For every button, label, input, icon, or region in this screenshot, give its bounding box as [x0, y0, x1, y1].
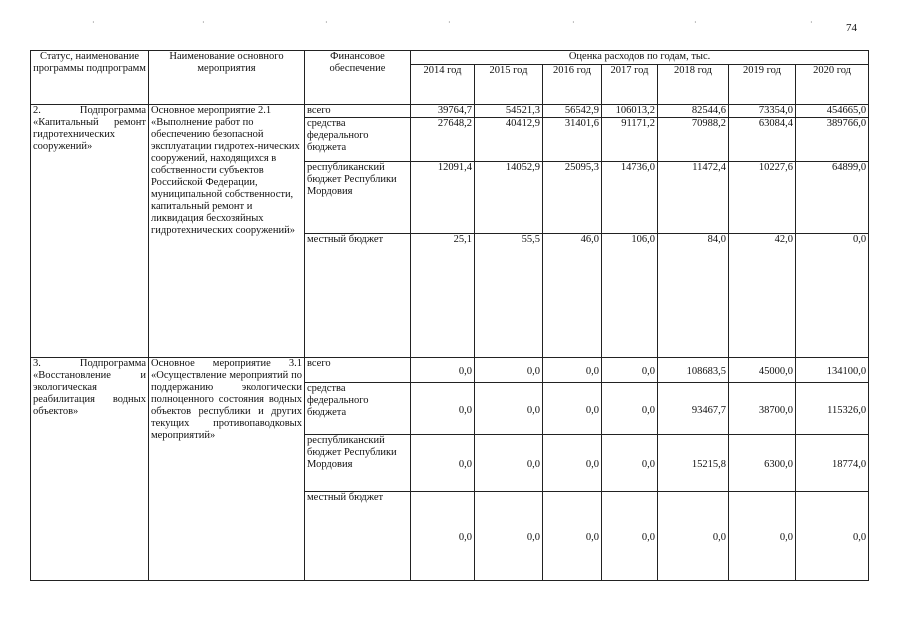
activity-name: Основное мероприятие 3.1 «Осуществление мероприятий по поддержанию экологически полноценного состояния водных объектов республики и других текущих противопаводковых мероприятий»	[149, 358, 305, 581]
value-cell: 0,0	[602, 383, 658, 435]
value-cell: 0,0	[411, 358, 475, 383]
value-cell: 0,0	[602, 358, 658, 383]
value-cell: 0,0	[475, 358, 543, 383]
value-cell: 0,0	[411, 383, 475, 435]
year-header: 2018 год	[658, 65, 729, 105]
value-cell: 82544,6	[658, 105, 729, 118]
value-cell: 42,0	[729, 234, 796, 358]
value-cell: 106013,2	[602, 105, 658, 118]
value-cell: 18774,0	[796, 435, 869, 492]
year-header: 2017 год	[602, 65, 658, 105]
value-cell: 10227,6	[729, 162, 796, 234]
value-cell: 389766,0	[796, 118, 869, 162]
value-cell: 14052,9	[475, 162, 543, 234]
finance-source: местный бюджет	[305, 492, 411, 581]
value-cell: 0,0	[796, 234, 869, 358]
header-activity: Наименование основного мероприятия	[149, 51, 305, 105]
year-header: 2015 год	[475, 65, 543, 105]
value-cell: 134100,0	[796, 358, 869, 383]
value-cell: 55,5	[475, 234, 543, 358]
value-cell: 63084,4	[729, 118, 796, 162]
value-cell: 93467,7	[658, 383, 729, 435]
value-cell: 0,0	[543, 492, 602, 581]
subprogram-status: 2. Подпрограмма «Капитальный ремонт гидротехнических сооружений»	[31, 105, 149, 358]
year-header: 2014 год	[411, 65, 475, 105]
value-cell: 56542,9	[543, 105, 602, 118]
value-cell: 15215,8	[658, 435, 729, 492]
activity-name: Основное мероприятие 2.1 «Выполнение работ по обеспечению безопасной эксплуатации гидротех-нических сооружений, находящихся в собственности субъектов Российской Федерации, муниципальной собственности, капитальный ремонт и ликвидация бесхозяйных гидротехнических сооружений»	[149, 105, 305, 358]
finance-source: местный бюджет	[305, 234, 411, 358]
value-cell: 14736,0	[602, 162, 658, 234]
finance-source: средства федерального бюджета	[305, 383, 411, 435]
finance-source: всего	[305, 105, 411, 118]
value-cell: 12091,4	[411, 162, 475, 234]
value-cell: 108683,5	[658, 358, 729, 383]
value-cell: 27648,2	[411, 118, 475, 162]
value-cell: 0,0	[543, 383, 602, 435]
scan-artifacts: · · · · · · ·	[92, 18, 813, 27]
value-cell: 39764,7	[411, 105, 475, 118]
page-number: 74	[846, 22, 857, 34]
value-cell: 0,0	[475, 492, 543, 581]
value-cell: 46,0	[543, 234, 602, 358]
value-cell: 70988,2	[658, 118, 729, 162]
year-header: 2019 год	[729, 65, 796, 105]
header-estimate: Оценка расходов по годам, тыс.	[411, 51, 869, 65]
value-cell: 73354,0	[729, 105, 796, 118]
budget-table	[30, 50, 869, 581]
value-cell: 0,0	[602, 492, 658, 581]
value-cell: 0,0	[475, 435, 543, 492]
finance-source: всего	[305, 358, 411, 383]
finance-source: средства федерального бюджета	[305, 118, 411, 162]
value-cell: 40412,9	[475, 118, 543, 162]
value-cell: 0,0	[411, 492, 475, 581]
value-cell: 91171,2	[602, 118, 658, 162]
value-cell: 0,0	[543, 435, 602, 492]
value-cell: 25,1	[411, 234, 475, 358]
value-cell: 11472,4	[658, 162, 729, 234]
value-cell: 0,0	[602, 435, 658, 492]
value-cell: 115326,0	[796, 383, 869, 435]
table-row	[31, 105, 869, 118]
value-cell: 0,0	[658, 492, 729, 581]
value-cell: 25095,3	[543, 162, 602, 234]
year-header: 2016 год	[543, 65, 602, 105]
value-cell: 106,0	[602, 234, 658, 358]
value-cell: 38700,0	[729, 383, 796, 435]
value-cell: 6300,0	[729, 435, 796, 492]
header-finance: Финансовое обеспечение	[305, 51, 411, 105]
value-cell: 54521,3	[475, 105, 543, 118]
value-cell: 0,0	[729, 492, 796, 581]
value-cell: 31401,6	[543, 118, 602, 162]
table-row	[31, 358, 869, 383]
value-cell: 0,0	[411, 435, 475, 492]
value-cell: 64899,0	[796, 162, 869, 234]
finance-source: республиканский бюджет Республики Мордовия	[305, 435, 411, 492]
year-header: 2020 год	[796, 65, 869, 105]
value-cell: 0,0	[796, 492, 869, 581]
finance-source: республиканский бюджет Республики Мордовия	[305, 162, 411, 234]
value-cell: 84,0	[658, 234, 729, 358]
value-cell: 454665,0	[796, 105, 869, 118]
value-cell: 45000,0	[729, 358, 796, 383]
value-cell: 0,0	[475, 383, 543, 435]
subprogram-status: 3. Подпрограмма «Восстановление и экологическая реабилитация водных объектов»	[31, 358, 149, 581]
header-status: Статус, наименование программы подпрограмм	[31, 51, 149, 105]
value-cell: 0,0	[543, 358, 602, 383]
